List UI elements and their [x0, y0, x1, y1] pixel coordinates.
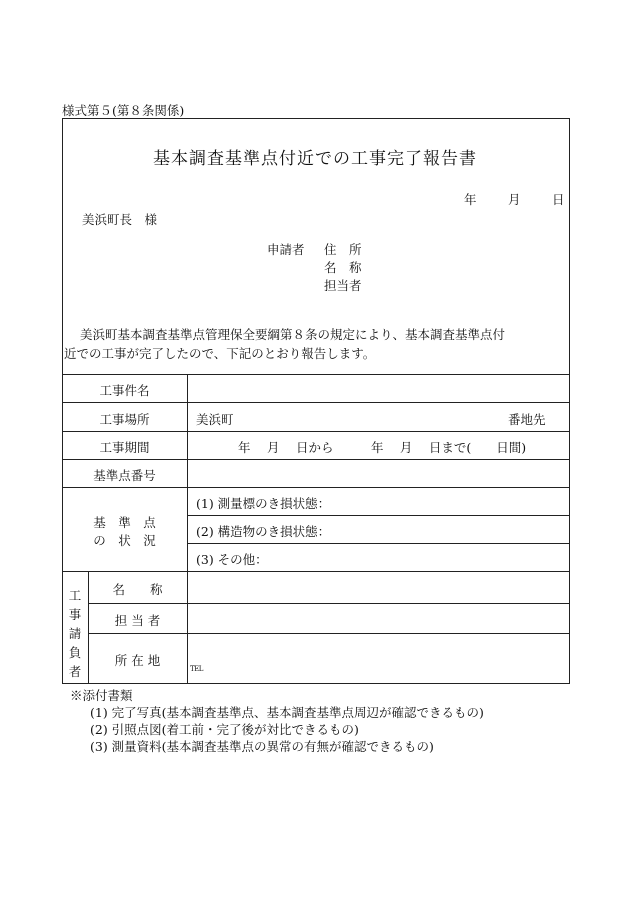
applicant-person-label: 担当者 — [324, 278, 362, 293]
contractor-vertical-label — [62, 586, 88, 681]
contractor-vertical-char: 負 — [68, 645, 82, 660]
work-place-prefix: 美浜町 — [196, 412, 234, 427]
applicant-name-label: 名 称 — [324, 260, 362, 275]
contractor-vertical-char: 工 — [68, 588, 82, 603]
row-line — [62, 487, 570, 488]
date-month: 月 — [508, 192, 521, 207]
contractor-location-label: 所 在 地 — [114, 653, 161, 668]
date-day: 日 — [552, 192, 565, 207]
date-year: 年 — [464, 192, 477, 207]
form-frame — [62, 118, 570, 684]
attachment-item-survey: (3) 測量資料(基本調査基準点の異常の有無が確認できるもの) — [90, 739, 434, 754]
point-number-label: 基準点番号 — [93, 468, 156, 483]
body-line-1: 美浜町基本調査基準点管理保全要綱第８条の規定により、基本調査基準点付 — [80, 327, 506, 342]
attachment-item-photo: (1) 完了写真(基本調査基準点、基本調査基準点周辺が確認できるもの) — [90, 705, 484, 720]
status-label-2: の 状 況 — [93, 533, 156, 548]
status-label-1: 基 準 点 — [93, 515, 156, 530]
label-column-line — [187, 374, 188, 684]
contractor-row-line — [88, 603, 570, 604]
status-row-line — [187, 515, 570, 516]
work-period-label: 工事期間 — [99, 440, 150, 455]
table-top-line — [62, 374, 570, 375]
contractor-person-label: 担 当 者 — [114, 613, 161, 628]
row-line — [62, 571, 570, 572]
applicant-label: 申請者 — [267, 242, 305, 257]
attachments-header: ※添付書類 — [70, 688, 133, 703]
contractor-name-label: 名 称 — [112, 582, 163, 597]
status-item-survey-marker: (1) 測量標のき損状態： — [196, 496, 331, 511]
contractor-vertical-char: 請 — [68, 626, 82, 641]
document-title: 基本調査基準点付近での工事完了報告書 — [153, 149, 477, 169]
body-line-2: 近での工事が完了したので、下記のとおり報告します。 — [64, 346, 376, 361]
tel-label: TEL — [190, 665, 203, 673]
addressee: 美浜町長 様 — [82, 212, 158, 227]
contractor-row-line — [88, 633, 570, 634]
contractor-vertical-char: 事 — [68, 607, 82, 622]
attachment-item-reference: (2) 引照点図(着工前・完了後が対比できるもの) — [90, 722, 359, 737]
contractor-vertical-char: 者 — [68, 664, 82, 679]
work-name-label: 工事件名 — [99, 383, 150, 398]
status-item-other: (3) その他： — [196, 552, 268, 567]
form-label: 様式第５(第８条関係) — [62, 103, 185, 118]
work-place-label: 工事場所 — [99, 412, 150, 427]
status-row-line — [187, 543, 570, 544]
row-line — [62, 431, 570, 432]
status-item-structure: (2) 構造物のき損状態： — [196, 524, 331, 539]
row-line — [62, 402, 570, 403]
applicant-address-label: 住 所 — [324, 242, 362, 257]
work-place-suffix: 番地先 — [508, 412, 546, 427]
work-period-text: 年 月 日から 年 月 日まで( 日間) — [238, 440, 527, 455]
row-line — [62, 459, 570, 460]
